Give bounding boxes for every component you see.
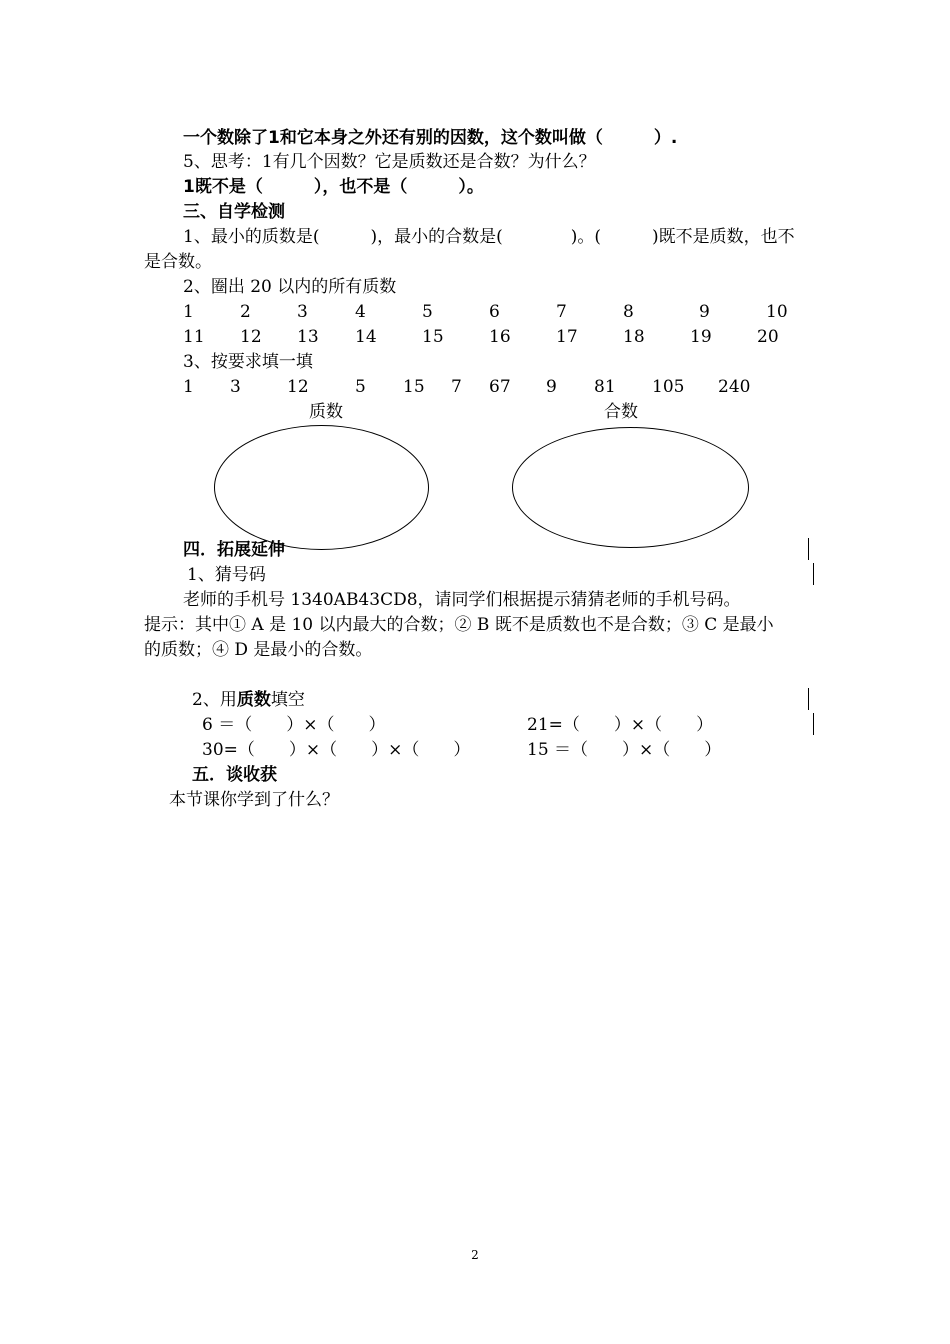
number-cell: 4 xyxy=(355,302,366,322)
number-cell: 5 xyxy=(355,377,366,397)
margin-bar xyxy=(813,713,814,735)
margin-bar xyxy=(808,688,809,710)
fill-bold: 质数 xyxy=(236,690,271,710)
fill-prime-instruction xyxy=(192,689,305,711)
number-cell: 12 xyxy=(287,377,309,397)
guess-title: 1、猜号码 xyxy=(187,565,266,585)
hint-line-a: 提示：其中① A 是 10 以内最大的合数；② B 既不是质数也不是合数；③ C 是最小 xyxy=(144,615,774,635)
margin-bar xyxy=(808,538,809,560)
number-cell: 15 xyxy=(403,377,425,397)
think-question: 5、思考：1有几个因数？它是质数还是合数？为什么？ xyxy=(183,152,596,172)
number-cell: 9 xyxy=(546,377,557,397)
number-cell: 13 xyxy=(297,327,319,347)
section-four-heading: 四．拓展延伸 xyxy=(183,540,285,560)
fill-suffix: 填空 xyxy=(270,690,305,710)
number-cell: 81 xyxy=(594,377,616,397)
equation-30: 30=（ ）×（ ）×（ ） xyxy=(202,740,471,760)
number-cell: 11 xyxy=(183,327,205,347)
section-three-heading: 三、自学检测 xyxy=(183,202,285,222)
number-cell: 8 xyxy=(623,302,634,322)
number-cell: 17 xyxy=(556,327,578,347)
number-cell: 3 xyxy=(297,302,308,322)
page-number: 2 xyxy=(471,1248,479,1262)
question-two: 2、圈出 20 以内的所有质数 xyxy=(183,277,397,297)
number-cell: 19 xyxy=(690,327,712,347)
number-cell: 20 xyxy=(757,327,779,347)
number-cell: 10 xyxy=(766,302,788,322)
number-cell: 7 xyxy=(556,302,567,322)
composite-oval xyxy=(512,427,749,548)
prime-label: 质数 xyxy=(309,402,343,422)
guess-description: 老师的手机号 1340AB43CD8，请同学们根据提示猜猜老师的手机号码。 xyxy=(183,590,741,610)
number-cell: 105 xyxy=(652,377,685,397)
equation-6: 6 ＝（ ）×（ ） xyxy=(202,715,386,735)
number-cell: 18 xyxy=(623,327,645,347)
hint-line-b: 的质数；④ D 是最小的合数。 xyxy=(144,640,373,660)
question-three: 3、按要求填一填 xyxy=(183,352,313,372)
number-cell: 7 xyxy=(451,377,462,397)
number-cell: 15 xyxy=(422,327,444,347)
number-cell: 2 xyxy=(240,302,251,322)
number-cell: 16 xyxy=(489,327,511,347)
question-one-line-b: 是合数。 xyxy=(144,252,212,272)
number-cell: 5 xyxy=(422,302,433,322)
section-five-heading: 五．谈收获 xyxy=(192,765,277,785)
number-cell: 1 xyxy=(183,302,194,322)
one-neither-line: 1既不是（ ），也不是（ ）。 xyxy=(183,177,484,197)
number-cell: 12 xyxy=(240,327,262,347)
prime-oval xyxy=(214,425,429,550)
reflection-question: 本节课你学到了什么？ xyxy=(169,790,339,810)
number-cell: 240 xyxy=(718,377,751,397)
equation-21: 21=（ ）×（ ） xyxy=(527,715,714,735)
question-one-line-a: 1、最小的质数是( )，最小的合数是( )。( )既不是质数，也不 xyxy=(183,227,795,247)
composite-label: 合数 xyxy=(604,402,638,422)
number-cell: 14 xyxy=(355,327,377,347)
number-cell: 1 xyxy=(183,377,194,397)
number-cell: 6 xyxy=(489,302,500,322)
fill-prefix: 2、用 xyxy=(192,690,237,710)
equation-15: 15 ＝（ ）×（ ） xyxy=(527,740,722,760)
margin-bar xyxy=(813,563,814,585)
number-cell: 3 xyxy=(230,377,241,397)
composite-definition: 一个数除了1和它本身之外还有别的因数，这个数叫做（ ）. xyxy=(183,128,678,148)
number-cell: 67 xyxy=(489,377,511,397)
number-cell: 9 xyxy=(699,302,710,322)
